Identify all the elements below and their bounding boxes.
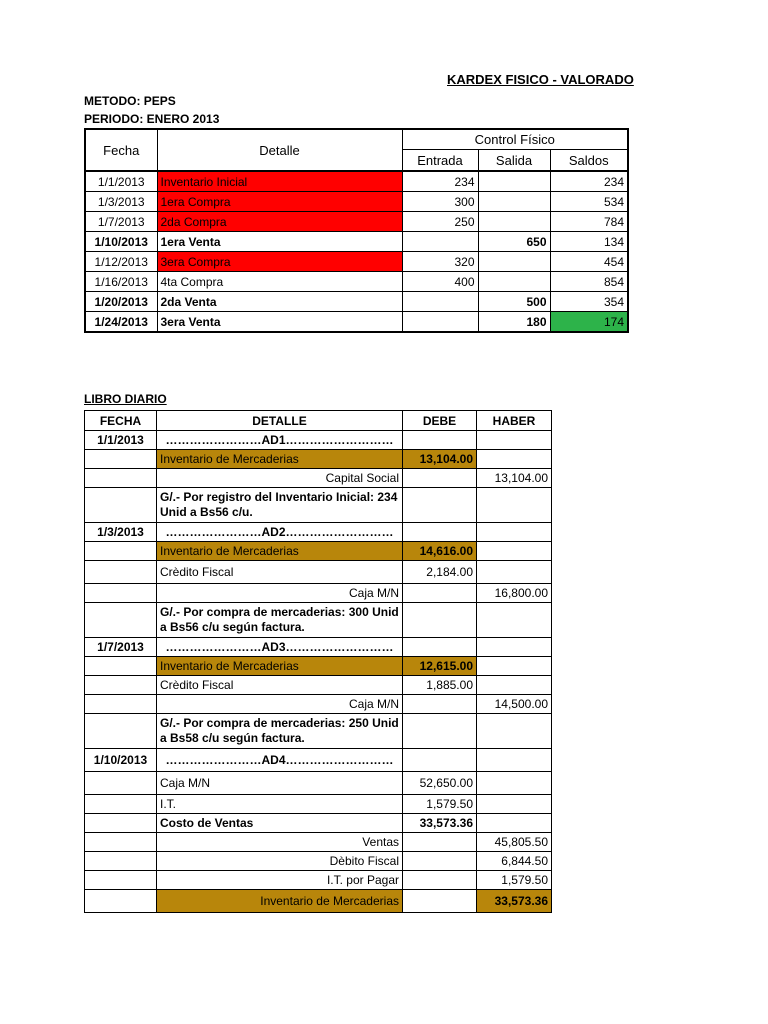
- table-row: [85, 212, 628, 232]
- diario-detalle: Costo de Ventas: [157, 814, 403, 833]
- diario-debe: [403, 638, 477, 657]
- table-row: [85, 584, 552, 603]
- diario-haber: 13,104.00: [477, 469, 552, 488]
- diario-fecha: [85, 772, 157, 795]
- diario-haber: 16,800.00: [477, 584, 552, 603]
- diario-fecha: [85, 450, 157, 469]
- diario-fecha: [85, 890, 157, 913]
- diario-detalle: Inventario de Mercaderias: [157, 890, 403, 913]
- diario-haber: 1,579.50: [477, 871, 552, 890]
- diario-fecha: [85, 603, 157, 638]
- diario-detalle: Inventario de Mercaderias: [157, 450, 403, 469]
- kardex-salida: [478, 272, 550, 292]
- kardex-salida: [478, 192, 550, 212]
- table-row: [85, 714, 552, 749]
- diario-fecha: [85, 561, 157, 584]
- diario-debe: 12,615.00: [403, 657, 477, 676]
- kardex-fecha: 1/7/2013: [85, 212, 157, 232]
- table-row: [85, 312, 628, 333]
- diario-fecha: 1/3/2013: [85, 523, 157, 542]
- diario-detalle: Inventario de Mercaderias: [157, 542, 403, 561]
- kardex-table: [84, 128, 629, 333]
- table-row: [85, 450, 552, 469]
- kardex-entrada: 300: [402, 192, 478, 212]
- diario-header-fecha: FECHA: [85, 411, 157, 431]
- table-row: [85, 561, 552, 584]
- table-row: [85, 171, 628, 192]
- kardex-entrada: [402, 292, 478, 312]
- table-row: [85, 232, 628, 252]
- kardex-salida: [478, 171, 550, 192]
- kardex-header-fecha: Fecha: [85, 129, 157, 171]
- kardex-fecha: 1/16/2013: [85, 272, 157, 292]
- kardex-salida: [478, 212, 550, 232]
- kardex-header-detalle: Detalle: [157, 129, 402, 171]
- diario-detalle: Ventas: [157, 833, 403, 852]
- diario-detalle: ……………………AD2………………………: [157, 523, 403, 542]
- diario-fecha: 1/7/2013: [85, 638, 157, 657]
- libro-diario-table: [84, 410, 552, 913]
- diario-header-detalle: DETALLE: [157, 411, 403, 431]
- diario-debe: [403, 871, 477, 890]
- kardex-detalle: 1era Venta: [157, 232, 402, 252]
- diario-debe: 1,885.00: [403, 676, 477, 695]
- libro-diario-title: LIBRO DIARIO: [84, 392, 167, 406]
- diario-detalle: I.T.: [157, 795, 403, 814]
- kardex-detalle: 3era Venta: [157, 312, 402, 333]
- kardex-detalle: 2da Venta: [157, 292, 402, 312]
- table-row: [85, 192, 628, 212]
- diario-haber: [477, 714, 552, 749]
- diario-debe: 1,579.50: [403, 795, 477, 814]
- diario-header-haber: HABER: [477, 411, 552, 431]
- document-title: KARDEX FISICO - VALORADO: [447, 72, 634, 87]
- table-row: [85, 488, 552, 523]
- kardex-entrada: [402, 312, 478, 333]
- diario-debe: 33,573.36: [403, 814, 477, 833]
- diario-detalle: Dèbito Fiscal: [157, 852, 403, 871]
- table-row: [85, 603, 552, 638]
- kardex-detalle: 4ta Compra: [157, 272, 402, 292]
- diario-haber: [477, 638, 552, 657]
- kardex-salida: [478, 252, 550, 272]
- diario-haber: [477, 488, 552, 523]
- table-row: [85, 469, 552, 488]
- diario-detalle: ……………………AD4………………………: [157, 749, 403, 772]
- diario-fecha: [85, 833, 157, 852]
- diario-detalle: ……………………AD3………………………: [157, 638, 403, 657]
- kardex-fecha: 1/3/2013: [85, 192, 157, 212]
- table-row: [85, 833, 552, 852]
- table-row: [85, 431, 552, 450]
- diario-fecha: [85, 871, 157, 890]
- diario-fecha: [85, 695, 157, 714]
- diario-fecha: [85, 584, 157, 603]
- diario-haber: 6,844.50: [477, 852, 552, 871]
- kardex-fecha: 1/20/2013: [85, 292, 157, 312]
- table-row: [85, 795, 552, 814]
- table-row: [85, 749, 552, 772]
- diario-detalle: Crèdito Fiscal: [157, 676, 403, 695]
- diario-fecha: [85, 852, 157, 871]
- kardex-salida: 180: [478, 312, 550, 333]
- kardex-saldo: 134: [550, 232, 628, 252]
- diario-fecha: [85, 657, 157, 676]
- diario-debe: [403, 488, 477, 523]
- diario-debe: [403, 584, 477, 603]
- table-row: [85, 272, 628, 292]
- table-row: [85, 772, 552, 795]
- diario-detalle: Caja M/N: [157, 584, 403, 603]
- diario-debe: [403, 431, 477, 450]
- diario-haber: [477, 814, 552, 833]
- diario-debe: 2,184.00: [403, 561, 477, 584]
- kardex-detalle: 2da Compra: [157, 212, 402, 232]
- diario-haber: [477, 523, 552, 542]
- diario-haber: 33,573.36: [477, 890, 552, 913]
- table-row: [85, 542, 552, 561]
- diario-detalle: Capital Social: [157, 469, 403, 488]
- diario-detalle: Caja M/N: [157, 695, 403, 714]
- diario-debe: 14,616.00: [403, 542, 477, 561]
- diario-haber: [477, 450, 552, 469]
- diario-debe: [403, 714, 477, 749]
- diario-haber: 14,500.00: [477, 695, 552, 714]
- diario-haber: [477, 657, 552, 676]
- diario-debe: [403, 695, 477, 714]
- table-row: [85, 292, 628, 312]
- kardex-entrada: 400: [402, 272, 478, 292]
- diario-detalle: ……………………AD1………………………: [157, 431, 403, 450]
- diario-debe: [403, 523, 477, 542]
- kardex-fecha: 1/1/2013: [85, 171, 157, 192]
- kardex-header-salida: Salida: [478, 150, 550, 172]
- periodo-label: PERIODO: ENERO 2013: [84, 112, 220, 126]
- diario-fecha: [85, 795, 157, 814]
- diario-detalle: Caja M/N: [157, 772, 403, 795]
- diario-debe: [403, 749, 477, 772]
- diario-fecha: 1/10/2013: [85, 749, 157, 772]
- diario-debe: [403, 890, 477, 913]
- kardex-saldo: 534: [550, 192, 628, 212]
- kardex-header-entrada: Entrada: [402, 150, 478, 172]
- kardex-saldo: 854: [550, 272, 628, 292]
- kardex-entrada: 234: [402, 171, 478, 192]
- kardex-saldo: 354: [550, 292, 628, 312]
- diario-haber: [477, 795, 552, 814]
- table-row: [85, 695, 552, 714]
- kardex-saldo: 454: [550, 252, 628, 272]
- kardex-fecha: 1/10/2013: [85, 232, 157, 252]
- diario-fecha: [85, 542, 157, 561]
- kardex-saldo: 234: [550, 171, 628, 192]
- diario-detalle: G/.- Por compra de mercaderias: 250 Unid a Bs58 c/u según factura.: [157, 714, 403, 749]
- diario-haber: [477, 772, 552, 795]
- table-row: [85, 523, 552, 542]
- diario-haber: [477, 749, 552, 772]
- table-row: [85, 676, 552, 695]
- diario-fecha: [85, 814, 157, 833]
- diario-haber: [477, 542, 552, 561]
- kardex-header-control: Control Físico: [402, 129, 628, 150]
- diario-detalle: G/.- Por compra de mercaderias: 300 Unid a Bs56 c/u según factura.: [157, 603, 403, 638]
- diario-detalle: I.T. por Pagar: [157, 871, 403, 890]
- diario-debe: [403, 833, 477, 852]
- kardex-salida: 650: [478, 232, 550, 252]
- table-row: [85, 657, 552, 676]
- diario-haber: [477, 561, 552, 584]
- kardex-saldo: 174: [550, 312, 628, 333]
- diario-debe: [403, 603, 477, 638]
- kardex-detalle: 1era Compra: [157, 192, 402, 212]
- diario-debe: [403, 469, 477, 488]
- diario-fecha: 1/1/2013: [85, 431, 157, 450]
- table-row: [85, 852, 552, 871]
- kardex-header-saldos: Saldos: [550, 150, 628, 172]
- diario-debe: [403, 852, 477, 871]
- kardex-entrada: [402, 232, 478, 252]
- diario-debe: 52,650.00: [403, 772, 477, 795]
- table-row: [85, 252, 628, 272]
- diario-debe: 13,104.00: [403, 450, 477, 469]
- table-row: [85, 638, 552, 657]
- diario-header-debe: DEBE: [403, 411, 477, 431]
- kardex-entrada: 250: [402, 212, 478, 232]
- kardex-fecha: 1/24/2013: [85, 312, 157, 333]
- diario-fecha: [85, 469, 157, 488]
- table-row: [85, 890, 552, 913]
- diario-haber: [477, 676, 552, 695]
- diario-detalle: G/.- Por registro del Inventario Inicial: 234 Unid a Bs56 c/u.: [157, 488, 403, 523]
- diario-fecha: [85, 676, 157, 695]
- table-row: [85, 814, 552, 833]
- diario-haber: [477, 431, 552, 450]
- kardex-detalle: 3era Compra: [157, 252, 402, 272]
- kardex-saldo: 784: [550, 212, 628, 232]
- diario-haber: 45,805.50: [477, 833, 552, 852]
- table-row: [85, 871, 552, 890]
- diario-detalle: Crèdito Fiscal: [157, 561, 403, 584]
- kardex-entrada: 320: [402, 252, 478, 272]
- diario-fecha: [85, 714, 157, 749]
- diario-detalle: Inventario de Mercaderias: [157, 657, 403, 676]
- kardex-detalle: Inventario Inicial: [157, 171, 402, 192]
- kardex-salida: 500: [478, 292, 550, 312]
- diario-haber: [477, 603, 552, 638]
- kardex-fecha: 1/12/2013: [85, 252, 157, 272]
- metodo-label: METODO: PEPS: [84, 94, 176, 108]
- diario-fecha: [85, 488, 157, 523]
